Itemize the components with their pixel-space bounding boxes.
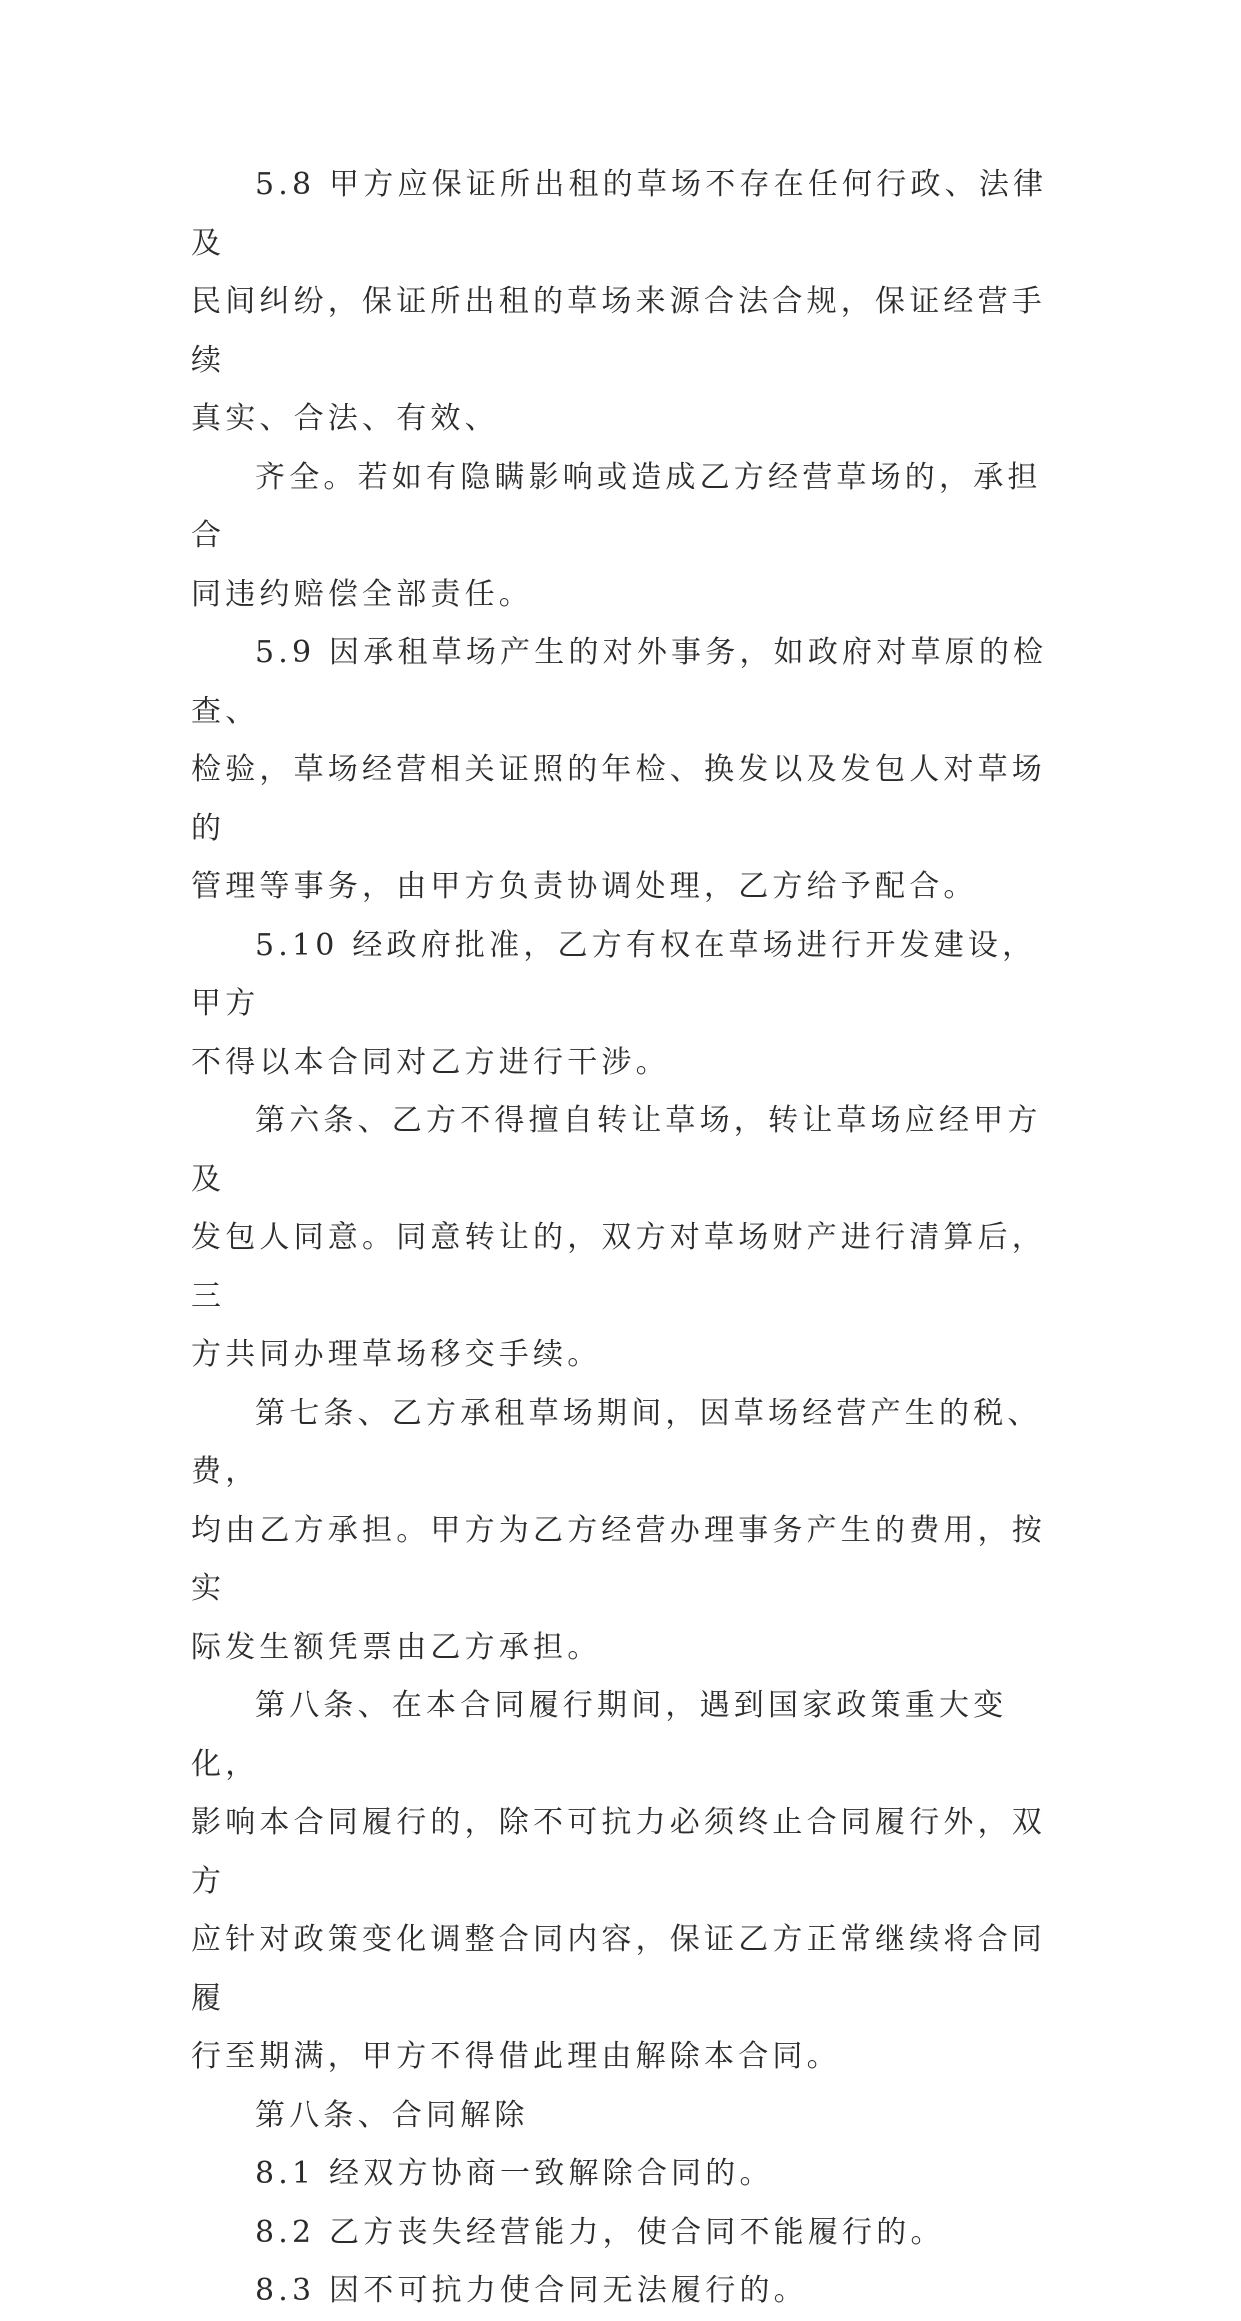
- paragraph-line: 第八条、合同解除: [255, 2097, 529, 2133]
- paragraph-line: 8.1 经双方协商一致解除合同的。: [255, 2156, 774, 2191]
- paragraph-p-8-1: [191, 2145, 1051, 2204]
- paragraph-line: 真实、合法、有效、: [191, 401, 499, 436]
- paragraph-line: 际发生额凭票由乙方承担。: [191, 1629, 602, 1665]
- paragraph-line: 不得以本合同对乙方进行干涉。: [191, 1044, 670, 1080]
- paragraph-line: 8.3 因不可抗力使合同无法履行的。: [255, 2273, 808, 2308]
- paragraph-p-8-3: [191, 2262, 1051, 2321]
- paragraph-line: 方共同办理草场移交手续。: [191, 1337, 602, 1372]
- paragraph-line: 应针对政策变化调整合同内容，保证乙方正常继续将合同履: [191, 1922, 1046, 2016]
- paragraph-p-5-10: [191, 917, 1051, 1093]
- paragraph-p-5-9: [191, 624, 1051, 917]
- paragraph-line: 齐全。若如有隐瞒影响或造成乙方经营草场的，承担合: [191, 459, 1042, 553]
- paragraph-line: 5.8 甲方应保证所出租的草场不存在任何行政、法律及: [191, 167, 1048, 261]
- paragraph-p-art-7: [191, 1385, 1051, 1678]
- paragraph-line: 管理等事务，由甲方负责协调处理，乙方给予配合。: [191, 869, 978, 904]
- paragraph-line: 第六条、乙方不得擅自转让草场，转让草场应经甲方及: [191, 1103, 1042, 1197]
- paragraph-line: 民间纠纷，保证所出租的草场来源合法合规，保证经营手续: [191, 284, 1046, 378]
- paragraph-line: 行至期满，甲方不得借此理由解除本合同。: [191, 2039, 841, 2074]
- paragraph-p-art-6: [191, 1092, 1051, 1385]
- paragraph-p-art-8-policy: [191, 1677, 1051, 2087]
- paragraph-line: 8.2 乙方丧失经营能力，使合同不能履行的。: [255, 2214, 945, 2250]
- paragraph-line: 检验，草场经营相关证照的年检、换发以及发包人对草场的: [191, 752, 1046, 846]
- paragraph-line: 同违约赔偿全部责任。: [191, 576, 533, 612]
- paragraph-line: 发包人同意。同意转让的，双方对草场财产进行清算后，三: [191, 1220, 1046, 1314]
- paragraph-line: 均由乙方承担。甲方为乙方经营办理事务产生的费用，按实: [191, 1512, 1046, 1606]
- paragraph-p-art-8-title: [191, 2087, 1051, 2146]
- contract-body: [191, 156, 1051, 2321]
- paragraph-p-5-8: [191, 156, 1051, 449]
- paragraph-line: 5.9 因承租草场产生的对外事务，如政府对草原的检查、: [191, 635, 1048, 729]
- paragraph-line: 第七条、乙方承租草场期间，因草场经营产生的税、费，: [191, 1395, 1042, 1489]
- paragraph-p-5-8-cont: [191, 449, 1051, 625]
- paragraph-line: 第八条、在本合同履行期间，遇到国家政策重大变化，: [191, 1688, 1008, 1782]
- paragraph-line: 影响本合同履行的，除不可抗力必须终止合同履行外，双方: [191, 1805, 1046, 1899]
- paragraph-line: 5.10 经政府批准，乙方有权在草场进行开发建设，甲方: [191, 927, 1037, 1021]
- paragraph-p-8-2: [191, 2204, 1051, 2263]
